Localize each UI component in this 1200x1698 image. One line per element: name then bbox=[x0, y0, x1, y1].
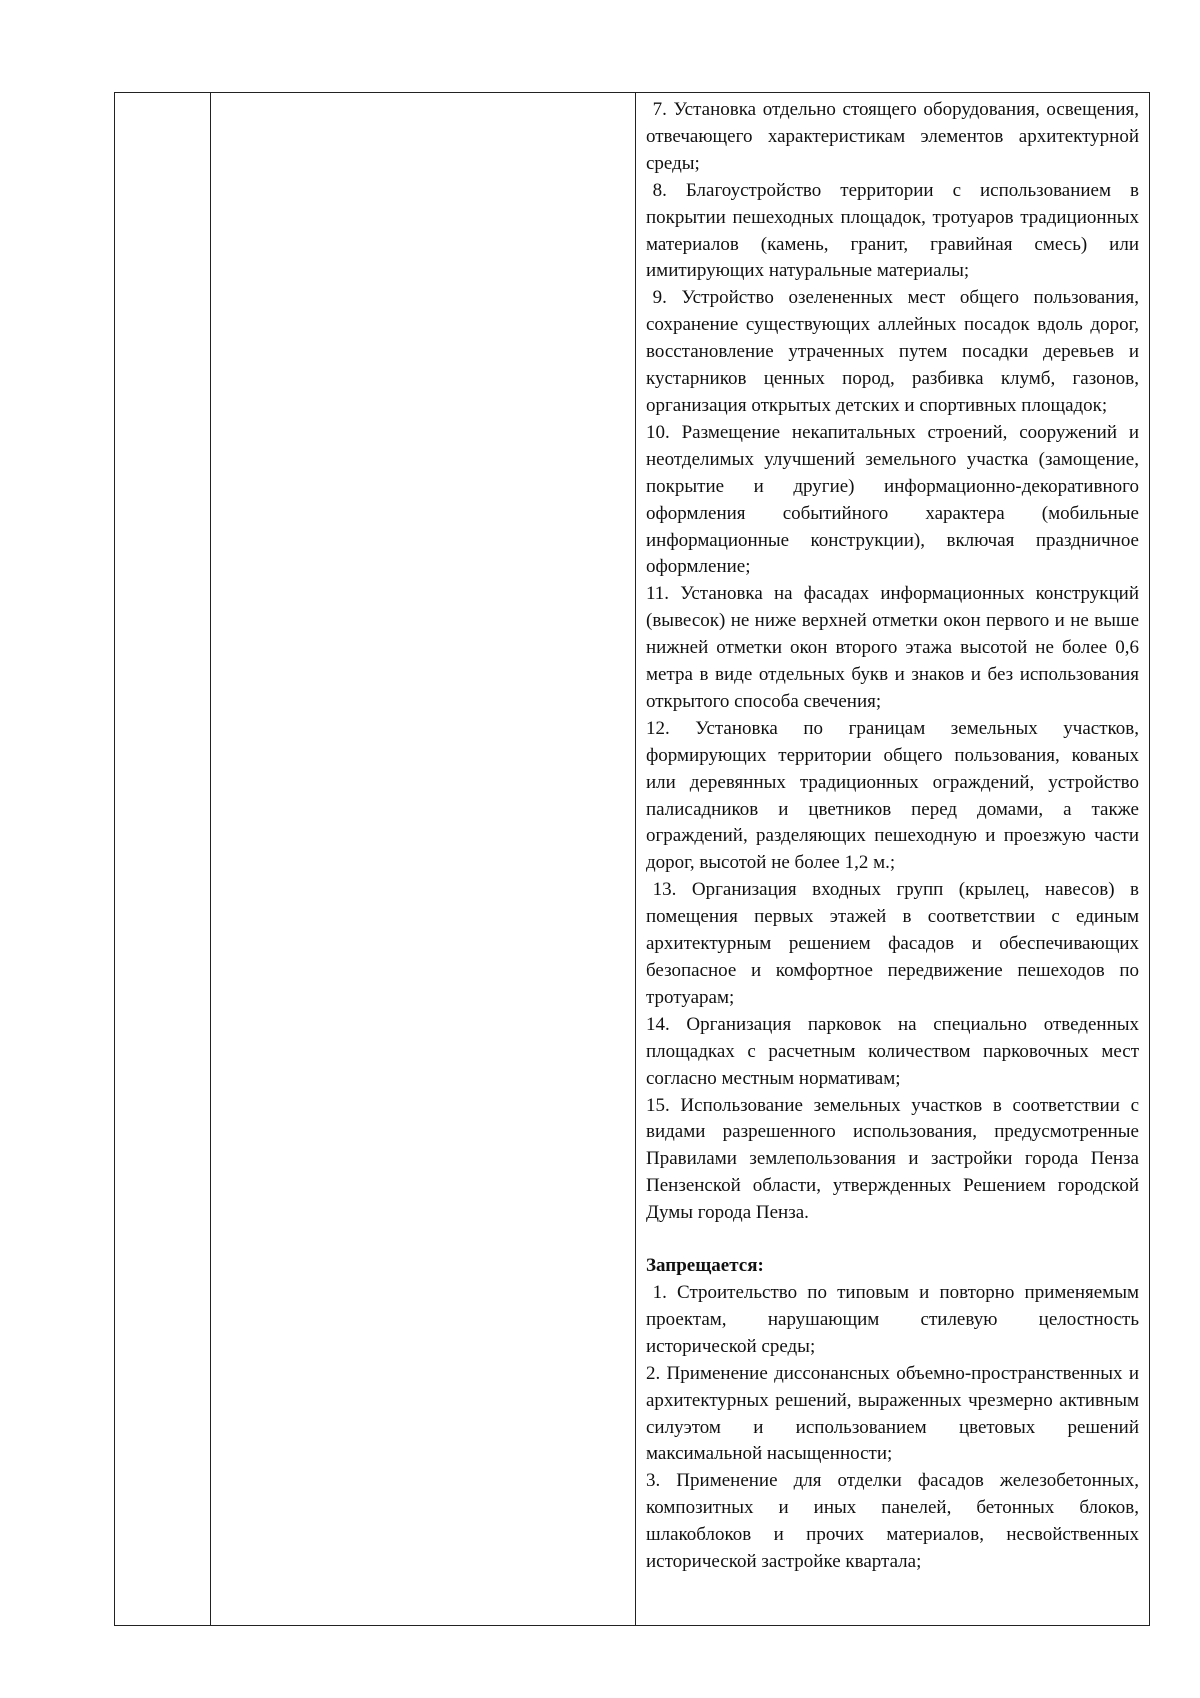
table-column-requirements bbox=[636, 93, 1149, 1625]
allowed-item: 7. Установка отдельно стоящего оборудования, освещения, отвечающего характеристикам элементов архитектурной среды; bbox=[646, 99, 1139, 174]
prohibited-item: 3. Применение для отделки фасадов железобетонных, композитных и иных панелей, бетонных блоков, шлакоблоков и прочих материалов, несвойственных исторической застройке квартала; bbox=[646, 1470, 1139, 1573]
allowed-item: 14. Организация парковок на специально отведенных площадках с расчетным количеством парковочных мест согласно местным нормативам; bbox=[646, 1013, 1139, 1089]
allowed-item: 12. Установка по границам земельных участков, формирующих территории общего пользования, кованых или деревянных традиционных ограждений, устройство палисадников и цветников перед домами, а также ограждений, разделяющих пешеходную и проезжую части дорог, высотой не более 1,2 м.; bbox=[646, 717, 1139, 874]
allowed-item: 11. Установка на фасадах информационных конструкций (вывесок) не ниже верхней отметки окон первого и не выше нижней отметки окон второго этажа высотой не более 0,6 метра в виде отдельных букв и знаков и без использования открытого способа свечения; bbox=[646, 583, 1139, 712]
allowed-item: 10. Размещение некапитальных строений, сооружений и неотделимых улучшений земельного участка (замощение, покрытие и другие) информационно-декоративного оформления событийного характера (мобильные информационные конструкции), включая праздничное оформление; bbox=[646, 421, 1139, 578]
table-column-number bbox=[115, 93, 211, 1625]
allowed-item: 13. Организация входных групп (крылец, навесов) в помещения первых этажей в соответствии с единым архитектурным решением фасадов и обеспечивающих безопасное и комфортное передвижение пешеходов по тротуарам; bbox=[646, 879, 1139, 1008]
prohibited-item: 1. Строительство по типовым и повторно применяемым проектам, нарушающим стилевую целостность исторической среды; bbox=[646, 1281, 1139, 1357]
prohibited-heading: Запрещается: bbox=[646, 1255, 764, 1277]
prohibited-item: 2. Применение диссонансных объемно-пространственных и архитектурных решений, выраженных чрезмерно активным силуэтом и использованием цветовых решений максимальной насыщенности; bbox=[646, 1362, 1139, 1465]
table-column-zone bbox=[211, 93, 636, 1625]
allowed-item: 9. Устройство озелененных мест общего пользования, сохранение существующих аллейных посадок вдоль дорог, восстановление утраченных путем посадки деревьев и кустарников ценных пород, разбивка клумб, газонов, организация открытых детских и спортивных площадок; bbox=[646, 287, 1139, 416]
allowed-item: 8. Благоустройство территории с использованием в покрытии пешеходных площадок, тротуаров традиционных материалов (камень, гранит, гравийная смесь) или имитирующих натуральные материалы; bbox=[646, 179, 1139, 282]
allowed-item: 15. Использование земельных участков в соответствии с видами разрешенного использования, предусмотренные Правилами землепользования и застройки города Пенза Пензенской области, утвержденных Решением городской Думы города Пенза. bbox=[646, 1094, 1139, 1224]
regulations-table bbox=[114, 92, 1150, 1626]
section-gap bbox=[646, 1227, 1139, 1253]
